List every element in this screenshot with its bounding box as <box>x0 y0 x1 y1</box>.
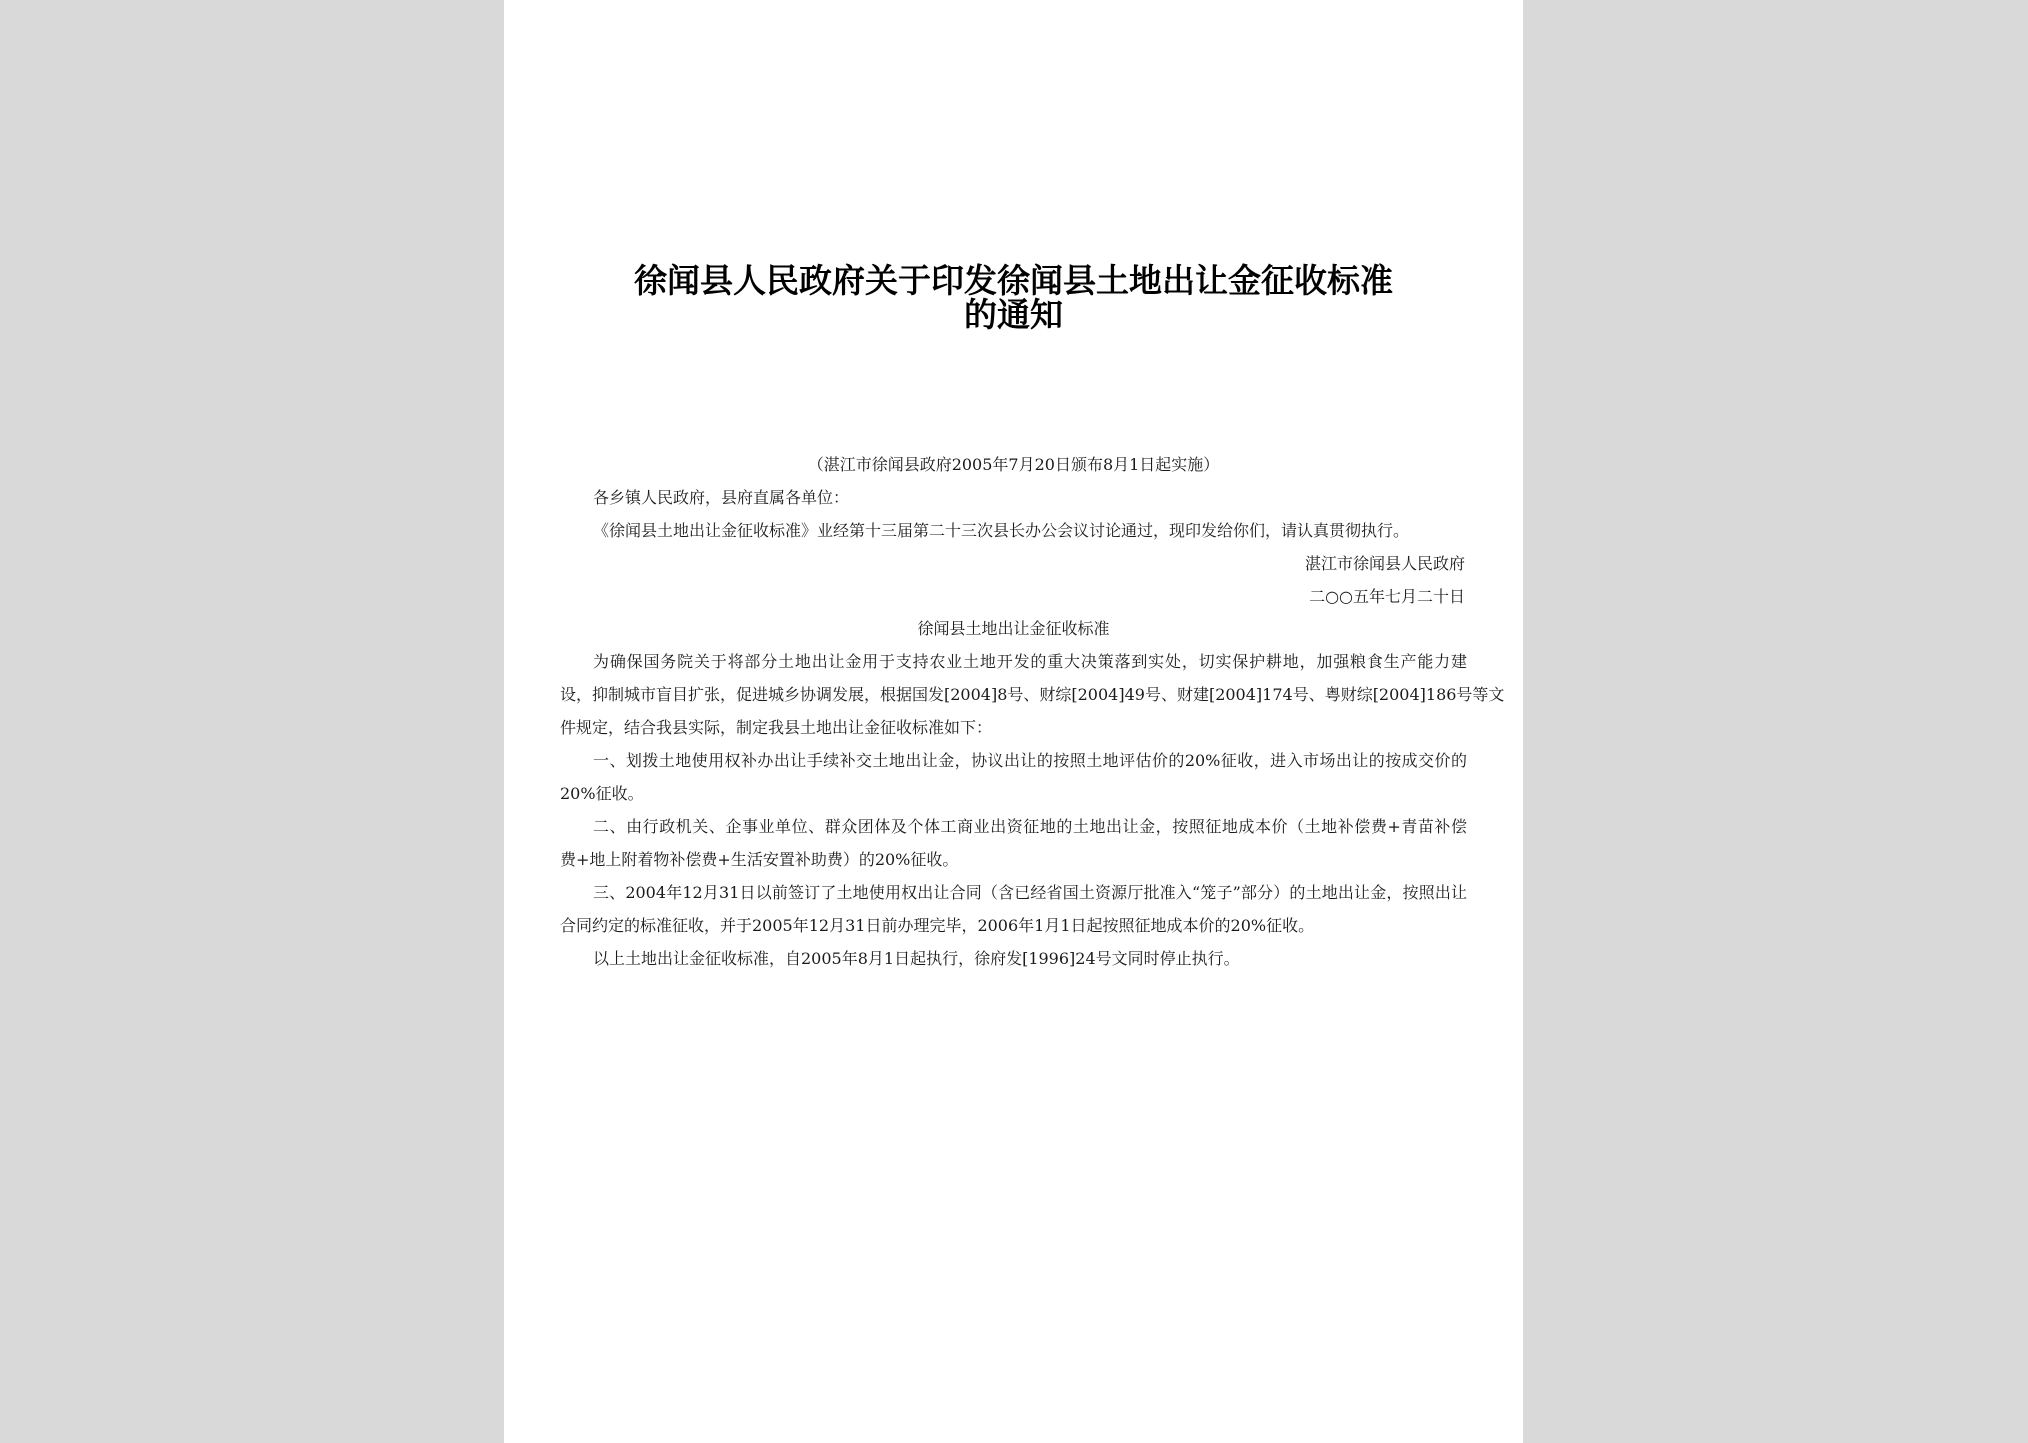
item-1-line: 一、划拨土地使用权补办出让手续补交土地出让金，协议出让的按照土地评估价的20%征收，进入市场出让的按成交价的 <box>593 751 1467 770</box>
document-title-line2: 的通知 <box>964 295 1063 334</box>
document-page <box>504 0 1523 1443</box>
document-title-line1: 徐闻县人民政府关于印发徐闻县土地出让金征收标准 <box>634 261 1393 300</box>
paragraph-line: 设，抑制城市盲目扩张，促进城乡协调发展，根据国发[2004]8号、财综[2004]49号、财建[2004]174号、粤财综[2004]186号等文 <box>560 685 1505 704</box>
paragraph-line: 为确保国务院关于将部分土地出让金用于支持农业土地开发的重大决策落到实处，切实保护耕地，加强粮食生产能力建 <box>593 652 1467 671</box>
closing-paragraph: 以上土地出让金征收标准，自2005年8月1日起执行，徐府发[1996]24号文同时停止执行。 <box>593 949 1240 968</box>
item-3-line: 三、2004年12月31日以前签订了土地使用权出让合同（含已经省国土资源厅批准入“笼子”部分）的土地出让金，按照出让 <box>593 883 1467 902</box>
issue-date: 二○○五年七月二十日 <box>1309 587 1465 606</box>
source-note: （湛江市徐闻县政府2005年7月20日颁布8月1日起实施） <box>807 455 1220 474</box>
item-2-line: 费+地上附着物补偿费+生活安置补助费）的20%征收。 <box>560 850 959 869</box>
item-1-line: 20%征收。 <box>560 784 644 803</box>
issuer: 湛江市徐闻县人民政府 <box>1304 554 1465 573</box>
standard-subtitle: 徐闻县土地出让金征收标准 <box>917 619 1110 638</box>
intro-paragraph: 《徐闻县土地出让金征收标准》业经第十三届第二十三次县长办公会议讨论通过，现印发给你们，请认真贯彻执行。 <box>593 521 1410 540</box>
item-2-line: 二、由行政机关、企事业单位、群众团体及个体工商业出资征地的土地出让金，按照征地成本价（土地补偿费+青苗补偿 <box>593 817 1467 836</box>
salutation: 各乡镇人民政府，县府直属各单位： <box>593 488 850 507</box>
item-3-line: 合同约定的标准征收，并于2005年12月31日前办理完毕，2006年1月1日起按照征地成本价的20%征收。 <box>560 916 1315 935</box>
paragraph-line: 件规定，结合我县实际，制定我县土地出让金征收标准如下： <box>560 718 993 737</box>
